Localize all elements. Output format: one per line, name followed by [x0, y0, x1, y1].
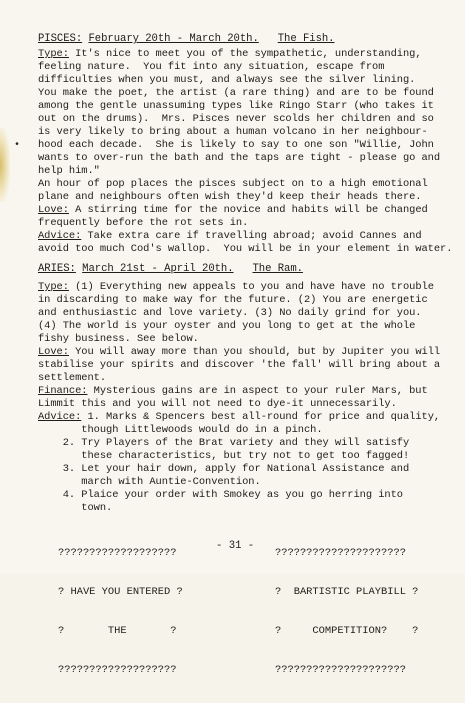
pisces-love-line: frequently before the rot sets in.: [38, 217, 249, 229]
page-number: - 31 -: [216, 540, 255, 552]
aries-advice-line: 3. Let your hair down, apply for National Assistance and: [38, 463, 410, 475]
pisces-type-line: hood each decade. She is likely to say to one son "Willie, John: [38, 139, 434, 151]
pisces-heading: PISCES:: [38, 33, 83, 45]
aries-finance-text: Mysterious gains are in aspect to your ruler Mars, but: [87, 385, 428, 397]
pisces-advice-text: Take extra care if travelling abroad; avoid Cannes and: [81, 230, 422, 242]
aries-advice-line: town.: [38, 502, 113, 514]
pisces-advice-line-1: [38, 230, 422, 243]
pisces-type-line: An hour of pop places the pisces subject on to a high emotional: [38, 178, 428, 190]
pisces-advice-label: Advice:: [38, 230, 82, 242]
pisces-type-line: difficulties when you must, and always see the silver lining.: [38, 74, 416, 86]
box-border-top: ?????????????????????: [275, 547, 406, 559]
competition-box-left: [58, 521, 183, 703]
aries-type-line: and enthusiastic and love variety. (3) No daily grind for you.: [38, 307, 422, 319]
paper-stain: [0, 128, 10, 202]
aries-advice-line: march with Auntie-Convention.: [38, 476, 261, 488]
aries-advice-line-1: [38, 411, 440, 424]
pisces-advice-line: avoid too much Cod's wallop. You will be in your element in water.: [38, 243, 453, 255]
pisces-type-line: is very likely to bring about a human volcano in her neighbour-: [38, 126, 428, 138]
pisces-type-line: among the gentle unassuming types like Ringo Starr (who takes it: [38, 100, 434, 112]
aries-advice-label: Advice:: [38, 411, 82, 423]
pisces-heading-line: [38, 33, 335, 46]
aries-love-label: Love:: [38, 346, 69, 358]
pisces-dates: February 20th - March 20th.: [88, 33, 259, 45]
box-line: ? COMPETITION? ?: [275, 625, 419, 637]
aries-advice-line: 4. Plaice your order with Smokey as you go herring into: [38, 489, 403, 501]
pisces-type-line: You make the poet, the artist (a rare thing) and are to be found: [38, 87, 434, 99]
box-line: ? HAVE YOU ENTERED ?: [58, 586, 183, 598]
aries-finance-line-1: [38, 385, 428, 398]
pisces-love-label: Love:: [38, 204, 69, 216]
box-line: ? BARTISTIC PLAYBILL ?: [275, 586, 419, 598]
aries-type-line: (4) The world is your oyster and you long to get at the whole: [38, 320, 416, 332]
pisces-type-label: Type:: [38, 48, 69, 60]
pisces-type-line: help him.": [38, 165, 100, 177]
box-border-bottom: ???????????????????: [58, 664, 177, 676]
pisces-type-line: feeling nature. You fit into any situation, escape from: [38, 61, 385, 73]
aries-heading-line: [38, 263, 303, 276]
pisces-love-line-1: [38, 204, 428, 217]
competition-box-right: [275, 521, 418, 703]
pisces-sign: The Fish.: [277, 33, 335, 45]
pisces-love-text: A stirring time for the novice and habits will be changed: [68, 204, 428, 216]
aries-advice-line: though Littlewoods would do in a pinch.: [38, 424, 323, 436]
pisces-type-line: wants to over-run the bath and the taps are tight - please go and: [38, 152, 441, 164]
margin-dot: •: [14, 140, 21, 151]
aries-love-line: stabilise your spirits and discover 'the fall' will bring about a: [38, 359, 441, 371]
aries-love-line: settlement.: [38, 372, 107, 384]
aries-finance-label: Finance:: [38, 385, 88, 397]
pisces-type-text: It's nice to meet you of the sympathetic, understanding,: [68, 48, 422, 60]
box-line: ? THE ?: [58, 625, 177, 637]
aries-love-text: You will away more than you should, but by Jupiter you will: [68, 346, 441, 358]
aries-heading: ARIES:: [38, 263, 76, 275]
pisces-type-line-1: [38, 48, 422, 61]
pisces-type-line: plane and neighbours often wish they'd keep their heads there.: [38, 191, 422, 203]
pisces-type-line: out on the drums). Mrs. Pisces never scolds her children and so: [38, 113, 434, 125]
aries-type-text: (1) Everything new appeals to you and have have no trouble: [68, 281, 434, 293]
aries-love-line-1: [38, 346, 440, 359]
aries-dates: March 21st - April 20th.: [82, 263, 234, 275]
aries-advice-line: 2. Try Players of the Brat variety and they will satisfy: [38, 437, 410, 449]
aries-type-line-1: [38, 281, 434, 294]
aries-sign: The Ram.: [252, 263, 303, 275]
aries-finance-line: Limmit this and you will not need to dye-it unnecessarily.: [38, 398, 397, 410]
box-border-bottom: ?????????????????????: [275, 664, 406, 676]
aries-advice-line: these characteristics, but try not to get too fagged!: [38, 450, 410, 462]
aries-type-line: fishy business. See below.: [38, 333, 199, 345]
box-border-top: ???????????????????: [58, 547, 177, 559]
aries-advice-item-1: 1. Marks & Spencers best all-round for price and quality,: [81, 411, 441, 423]
aries-type-line: in discarding to make way for the future. (2) You are energetic: [38, 294, 428, 306]
aries-type-label: Type:: [38, 281, 69, 293]
